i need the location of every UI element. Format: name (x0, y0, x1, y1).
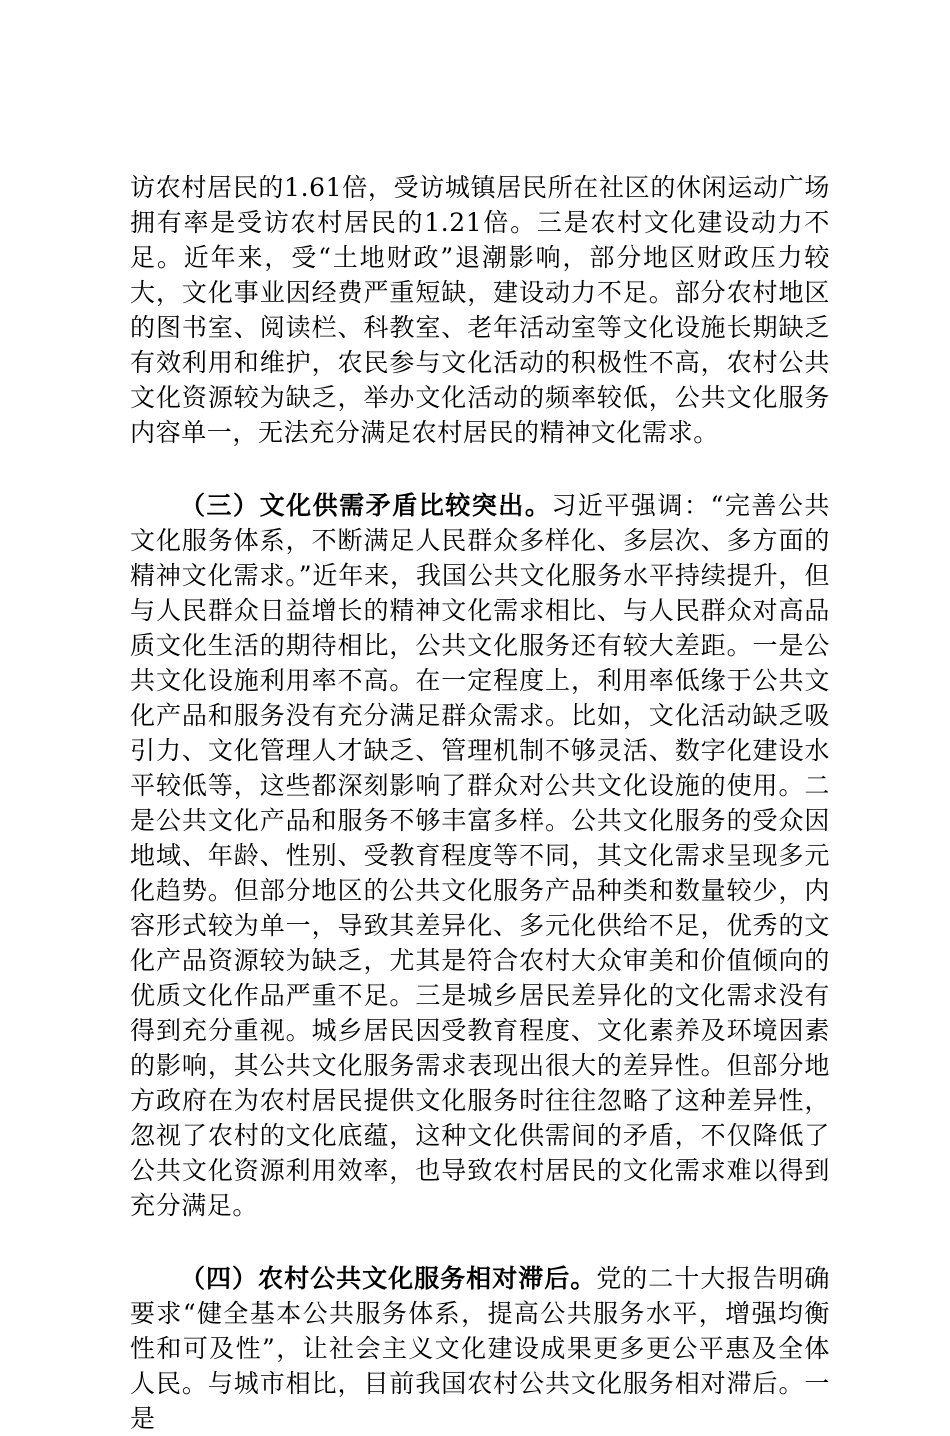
paragraph-text: 访农村居民的1.61倍，受访城镇居民所在社区的休闲运动广场拥有率是受访农村居民的1.21倍。三是农村文化建设动力不足。近年来，受“土地财政”退潮影响，部分地区财政压力较大，文化事业因经费严重短缺，建设动力不足。部分农村地区的图书室、阅读栏、科教室、老年活动室等文化设施长期缺乏有效利用和维护，农民参与文化活动的积极性不高，农村公共文化资源较为缺乏，举办文化活动的频率较低，公共文化服务内容单一，无法充分满足农村居民的精神文化需求。 (130, 173, 830, 447)
paragraph-text: 习近平强调：“完善公共文化服务体系，不断满足人民群众多样化、多层次、多方面的精神文化需求。”近年来，我国公共文化服务水平持续提升，但与人民群众日益增长的精神文化需求相比、与人民群众对高品质文化生活的期待相比，公共文化服务还有较大差距。一是公共文化设施利用率不高。在一定程度上，利用率低缘于公共文化产品和服务没有充分满足群众需求。比如，文化活动缺乏吸引力、文化管理人才缺乏、管理机制不够灵活、数字化建设水平较低等，这些都深刻影响了群众对公共文化设施的使用。二是公共文化产品和服务不够丰富多样。公共文化服务的受众因地域、年龄、性别、受教育程度等不同，其文化需求呈现多元化趋势。但部分地区的公共文化服务产品种类和数量较少，内容形式较为单一，导致其差异化、多元化供给不足，优秀的文化产品资源较为缺乏，尤其是符合农村大众审美和价值倾向的优质文化作品严重不足。三是城乡居民差异化的文化需求没有得到充分重视。城乡居民因受教育程度、文化素养及环境因素的影响，其公共文化服务需求表现出很大的差异性。但部分地方政府在为农村居民提供文化服务时往往忽略了这种差异性，忽视了农村的文化底蕴，这种文化供需间的矛盾，不仅降低了公共文化资源利用效率，也导致农村居民的文化需求难以得到充分满足。 (130, 491, 830, 1220)
paragraph-rural-culture-motivation (130, 170, 830, 450)
section-heading-3: （三）文化供需矛盾比较突出。 (180, 491, 552, 520)
paragraph-text: 党的二十大报告明确要求“健全基本公共服务体系，提高公共服务水平，增强均衡性和可及性”，让社会主义文化建设成果更多更公平惠及全体人民。与城市相比，目前我国农村公共文化服务相对滞后。一是 (130, 1264, 830, 1433)
paragraph-rural-service-lag (130, 1261, 830, 1436)
section-heading-4: （四）农村公共文化服务相对滞后。 (180, 1264, 597, 1293)
document-page (130, 170, 830, 1436)
paragraph-supply-demand (130, 488, 830, 1223)
